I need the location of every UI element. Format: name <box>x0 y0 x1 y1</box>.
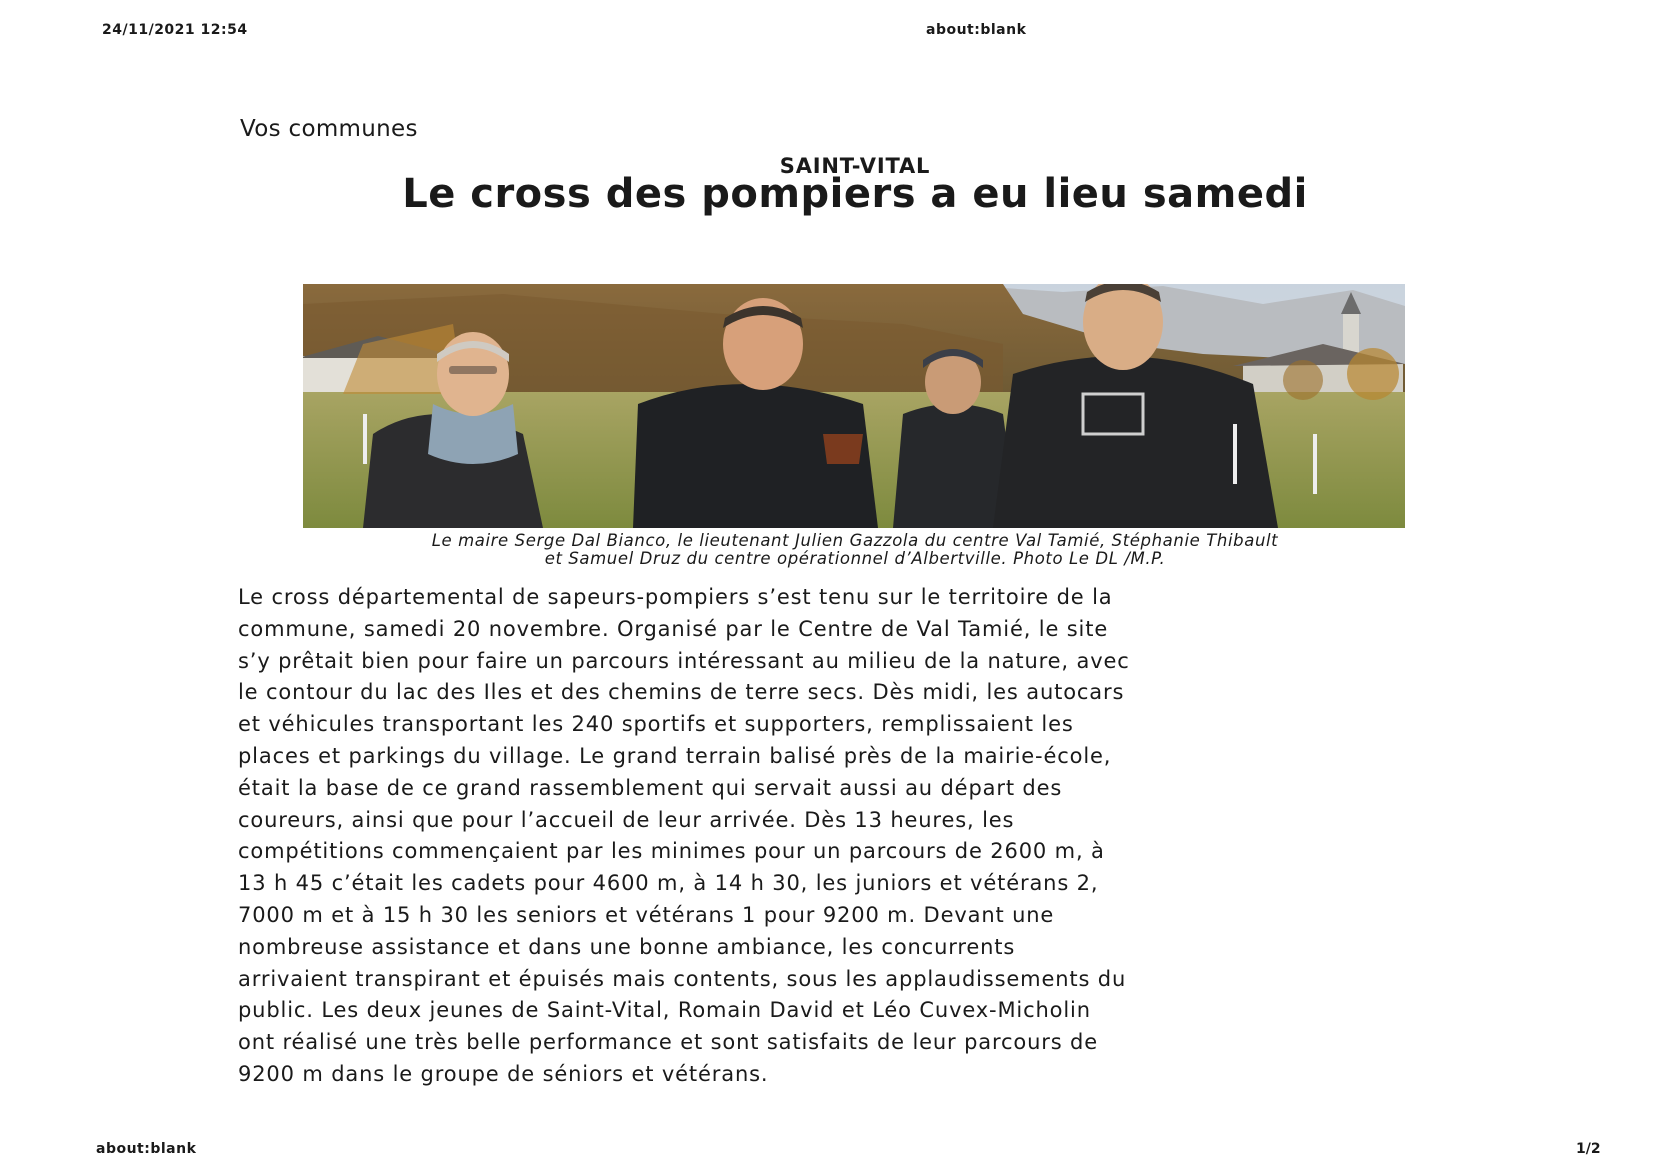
body-line: places et parkings du village. Le grand terrain balisé près de la mairie-école, <box>238 743 1112 768</box>
body-line: 9200 m dans le groupe de séniors et vétérans. <box>238 1061 769 1086</box>
article-body <box>238 582 1468 1091</box>
body-line: Le cross départemental de sapeurs-pompiers s’est tenu sur le territoire de la <box>238 585 1113 609</box>
body-line: et véhicules transportant les 240 sportifs et supporters, remplissaient les <box>238 712 1074 737</box>
body-line: compétitions commençaient par les minimes pour un parcours de 2600 m, à <box>238 839 1105 864</box>
photo-caption <box>240 532 1470 568</box>
section-label: Vos communes <box>240 116 418 142</box>
article-kicker: SAINT-VITAL <box>779 154 931 178</box>
body-line: était la base de ce grand rassemblement qui servait aussi au départ des <box>238 775 1063 800</box>
print-page-title: about:blank <box>926 22 1027 38</box>
body-line: 7000 m et à 15 h 30 les seniors et vétérans 1 pour 9200 m. Devant une <box>238 902 1055 927</box>
body-line: nombreuse assistance et dans une bonne ambiance, les concurrents <box>238 934 1016 959</box>
body-line: ont réalisé une très belle performance et sont satisfaits de leur parcours de <box>238 1030 1098 1055</box>
body-line: s’y prêtait bien pour faire un parcours intéressant au milieu de la nature, avec <box>238 648 1130 673</box>
print-datetime: 24/11/2021 12:54 <box>102 22 248 38</box>
caption-line: et Samuel Druz du centre opérationnel d’Albertville. Photo Le DL /M.P. <box>544 549 1166 568</box>
article-headline: Le cross des pompiers a eu lieu samedi <box>402 171 1308 217</box>
body-line: public. Les deux jeunes de Saint-Vital, Romain David et Léo Cuvex-Micholin <box>238 998 1091 1023</box>
photo-firefighters-group <box>303 284 1405 528</box>
body-line: le contour du lac des Iles et des chemins de terre secs. Dès midi, les autocars <box>238 680 1125 705</box>
print-page-number: 1/2 <box>1576 1141 1601 1157</box>
caption-line: Le maire Serge Dal Bianco, le lieutenant Julien Gazzola du centre Val Tamié, Stéphanie Thibault <box>431 531 1279 550</box>
article-photo <box>303 284 1405 528</box>
body-line: commune, samedi 20 novembre. Organisé par le Centre de Val Tamié, le site <box>238 616 1109 641</box>
body-line: 13 h 45 c’était les cadets pour 4600 m, à 14 h 30, les juniors et vétérans 2, <box>238 871 1099 896</box>
body-line: coureurs, ainsi que pour l’accueil de leur arrivée. Dès 13 heures, les <box>238 807 1015 832</box>
print-footer-url: about:blank <box>96 1141 197 1157</box>
body-line: arrivaient transpirant et épuisés mais contents, sous les applaudissements du <box>238 966 1127 991</box>
